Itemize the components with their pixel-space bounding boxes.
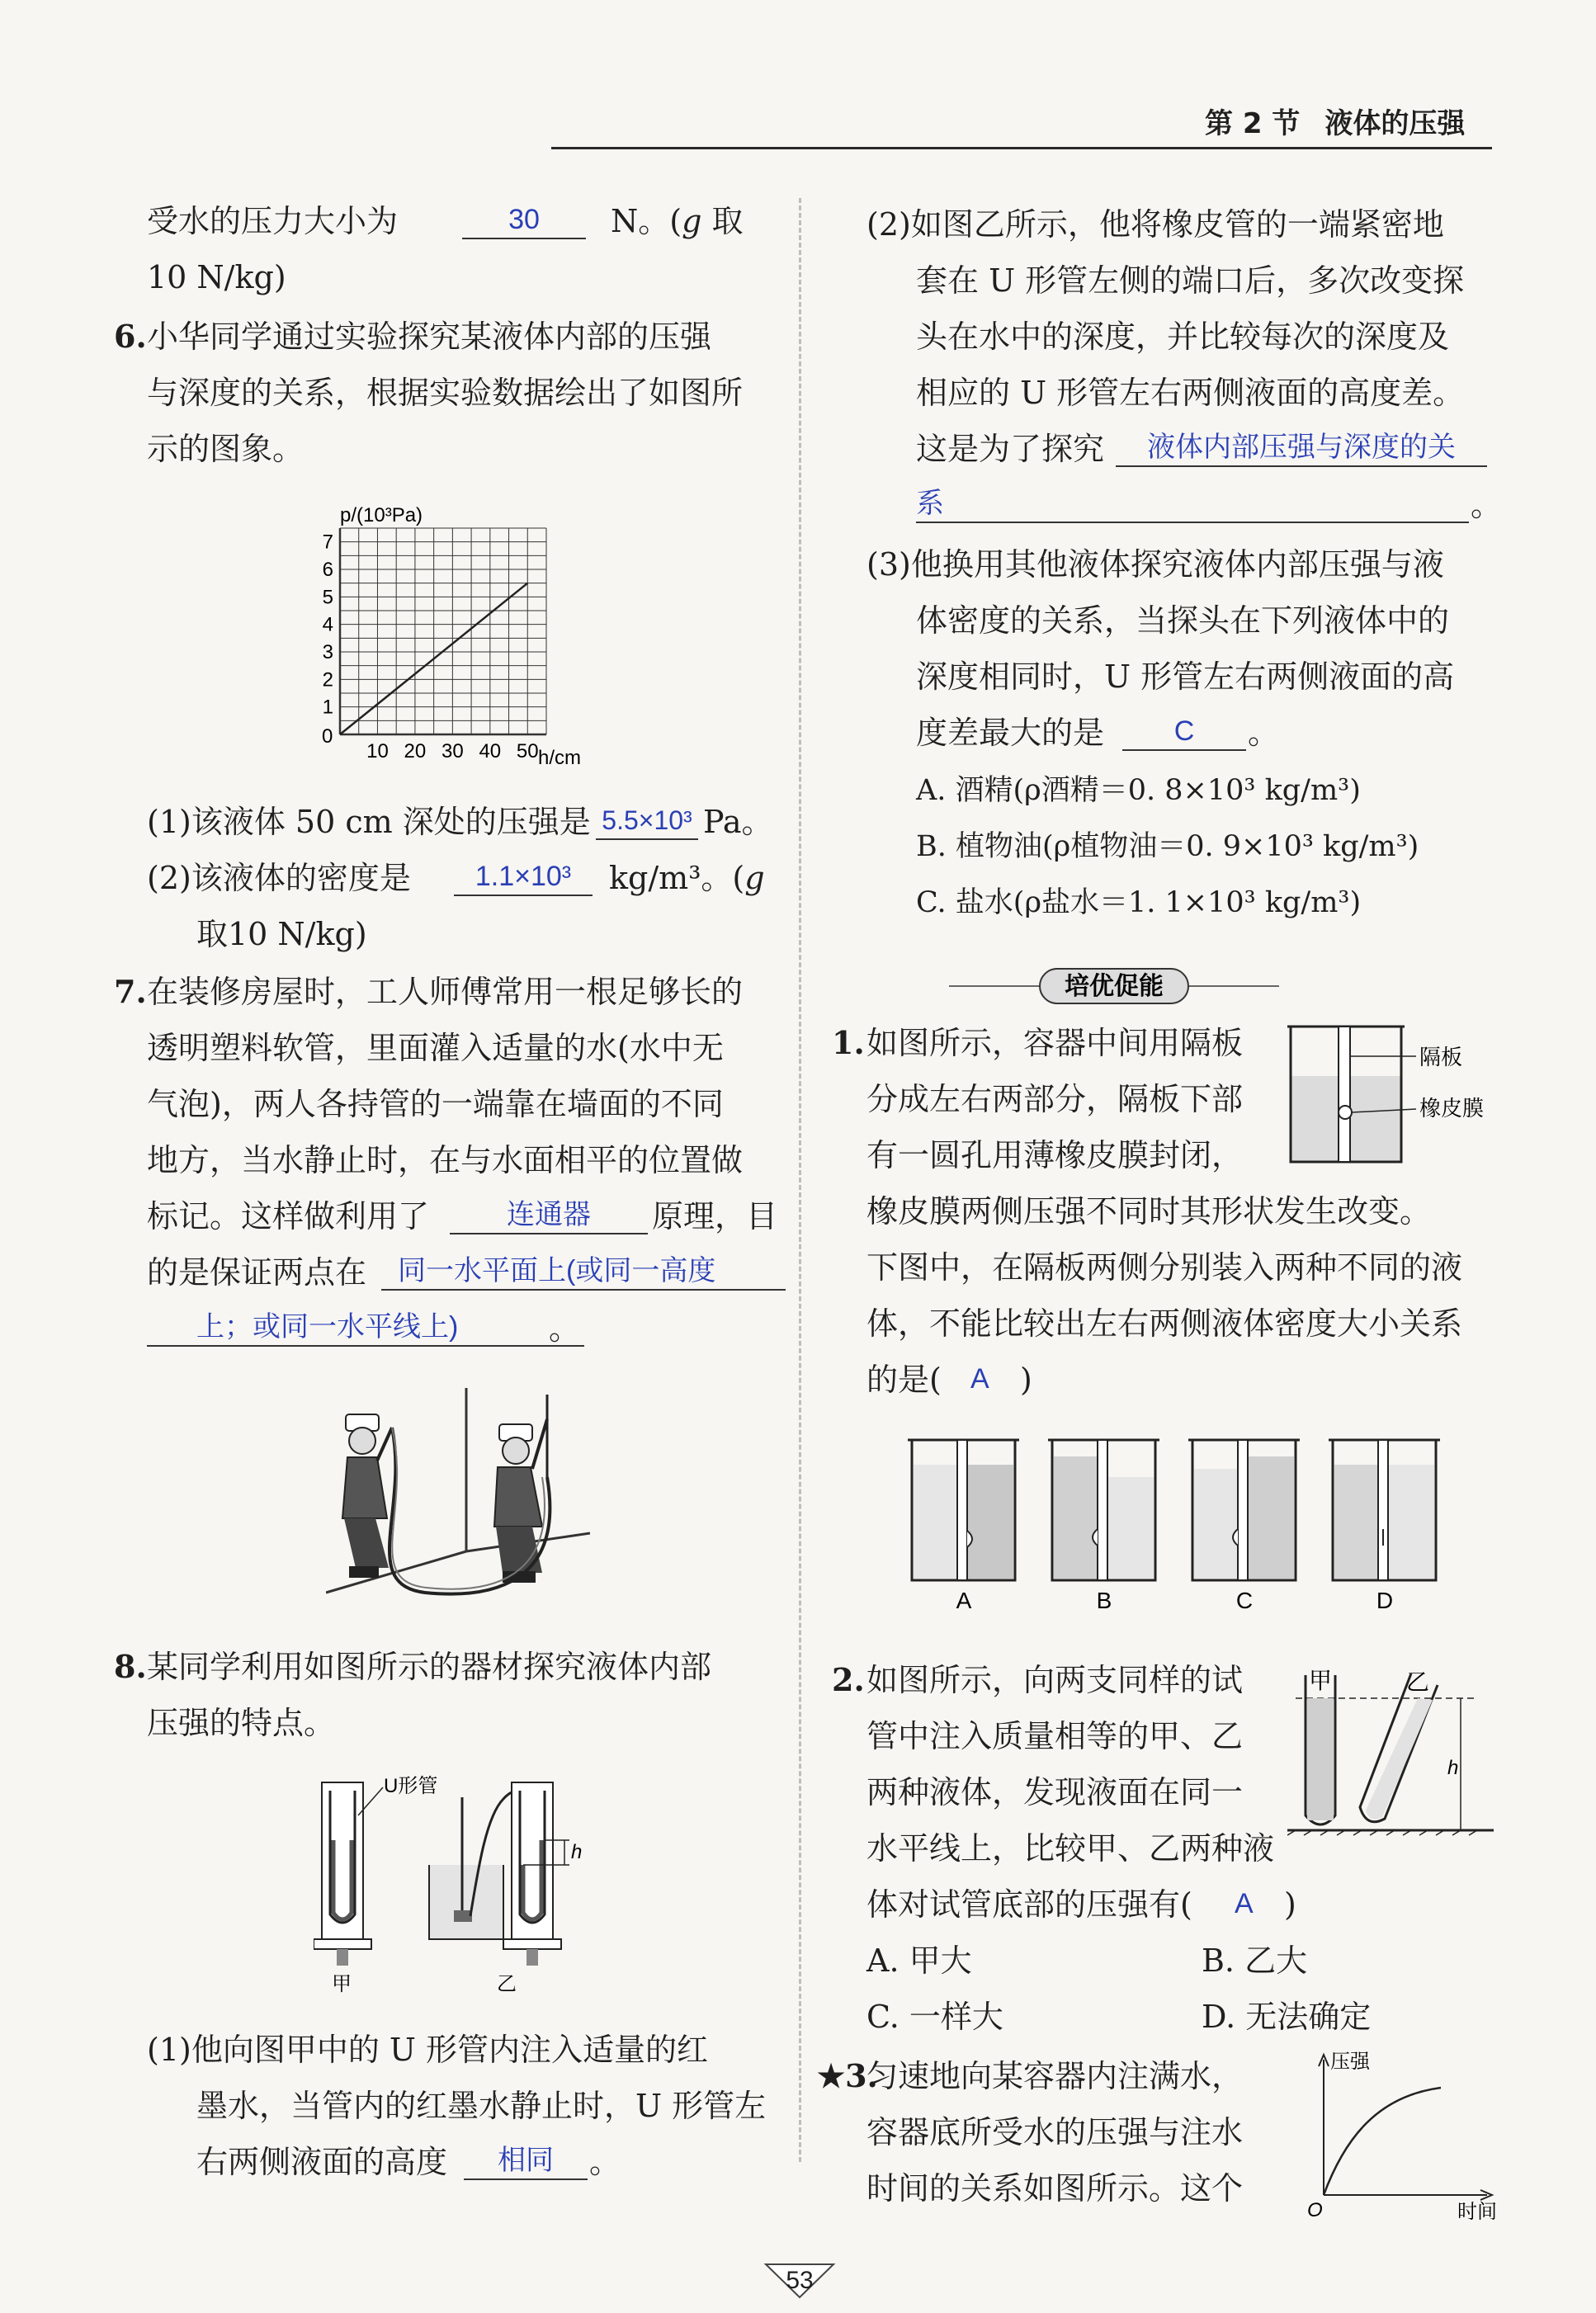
q7-line4: 地方，当水静止时，在与水面相平的位置做 [147, 1142, 744, 1178]
p3-number: ★3. [817, 2057, 878, 2094]
header-rule [551, 147, 1492, 149]
tube-yi-label: 乙 [1406, 1669, 1430, 1695]
section-number: 第 2 节 [1205, 107, 1301, 140]
fig-jia-label: 甲 [332, 1973, 352, 1995]
tube-h-label: h [1447, 1757, 1459, 1779]
p1-line3: 有一圆孔用薄橡皮膜封闭， [866, 1137, 1244, 1173]
p1-line7a: 的是( [866, 1362, 942, 1398]
graph-origin-label: O [1307, 2199, 1323, 2220]
p2-option-b: B. 乙大 [1202, 1942, 1308, 1979]
q7-line5a: 标记。这样做利用了 [147, 1198, 430, 1234]
choice-c-label: C [1235, 1588, 1254, 1613]
chart-y-tick: 2 [322, 668, 333, 692]
p1-line1: 如图所示，容器中间用隔板 [866, 1025, 1244, 1061]
q5-answer: 30 [462, 201, 586, 239]
q6-sub2-line2: 取10 N/kg) [196, 916, 367, 952]
membrane-label: 橡皮膜 [1419, 1096, 1485, 1121]
workers-hose-figure [326, 1386, 590, 1601]
chart-x-tick: 10 [366, 740, 389, 762]
q8-line2: 压强的特点。 [147, 1705, 336, 1741]
q6-number: 6. [114, 318, 147, 355]
q5-line1-end: N。(g 取 [611, 203, 744, 239]
q8-sub2-line2: 套在 U 形管左侧的端口后，多次改变探 [916, 262, 1465, 299]
chart-x-tick: 40 [479, 740, 502, 762]
chart-y-tick: 4 [322, 613, 333, 636]
q7-line6a: 的是保证两点在 [147, 1254, 367, 1291]
p2-option-c: C. 一样大 [866, 1999, 1003, 2035]
p1-number: 1. [832, 1024, 865, 1061]
q8-sub2-line5a: 这是为了探究 [916, 431, 1105, 467]
q5-line1: 受水的压力大小为 [147, 203, 399, 239]
choice-b-label: B [1096, 1588, 1112, 1613]
chart-y-tick: 1 [322, 696, 333, 719]
q8-sub1-end: 。 [589, 2144, 621, 2180]
banner-text: 培优促能 [1065, 973, 1164, 1000]
chart-y-tick: 6 [322, 559, 333, 581]
p2-line5a: 体对试管底部的压强有( [866, 1886, 1192, 1923]
q8-sub1-line1: (1)他向图甲中的 U 形管内注入适量的红 [147, 2032, 709, 2068]
q6-line3: 示的图象。 [147, 431, 305, 467]
p2-option-d: D. 无法确定 [1202, 1999, 1372, 2035]
p2-line5b: ) [1284, 1886, 1296, 1923]
q7-answer2a: 同一水平面上(或同一高度 [381, 1253, 786, 1291]
choice-c-container [1188, 1440, 1300, 1613]
pressure-depth-chart [305, 495, 619, 776]
choice-b-container [1048, 1440, 1159, 1613]
q7-line3: 气泡)，两人各持管的一端靠在墙面的不同 [147, 1086, 724, 1122]
chart-y-tick: 3 [322, 641, 333, 663]
p2-line1: 如图所示，向两支同样的试 [866, 1662, 1244, 1698]
chart-x-label: h/cm [538, 747, 582, 769]
q8-sub3-line2: 体密度的关系，当探头在下列液体中的 [916, 602, 1450, 639]
p1-line2: 分成左右两部分，隔板下部 [866, 1081, 1244, 1117]
graph-x-label: 时间 [1457, 2201, 1497, 2220]
chart-origin-label: 0 [322, 725, 333, 748]
q8-option-a: A. 酒精(ρ酒精＝0. 8×10³ kg/m³) [916, 774, 1361, 807]
q8-option-b: B. 植物油(ρ植物油＝0. 9×10³ kg/m³) [916, 830, 1419, 863]
test-tubes-figure [1287, 1659, 1502, 1848]
choice-a-label: A [956, 1588, 972, 1613]
q6-line1: 小华同学通过实验探究某液体内部的压强 [147, 319, 712, 355]
p1-line5: 下图中，在隔板两侧分别装入两种不同的液 [866, 1249, 1463, 1286]
chart-x-tick: 30 [441, 740, 464, 762]
q7-number: 7. [114, 973, 147, 1010]
q5-line2: 10 N/kg) [147, 259, 286, 295]
u-tube-label: U形管 [384, 1775, 438, 1797]
column-divider [799, 198, 801, 2162]
q8-sub3-line4a: 度差最大的是 [916, 715, 1105, 751]
chart-x-tick: 50 [516, 740, 539, 762]
q8-sub3-line1: (3)他换用其他液体探究液体内部压强与液 [866, 546, 1444, 583]
p2-option-a: A. 甲大 [866, 1942, 972, 1979]
q8-sub2-end: 。 [1471, 487, 1503, 523]
p1-line6: 体，不能比较出左右两侧液体密度大小关系 [866, 1305, 1463, 1342]
fig-h-label: h [571, 1841, 583, 1863]
q6-sub1-answer: 5.5×10³ [596, 802, 698, 840]
choice-d-container [1329, 1440, 1440, 1613]
q7-line1: 在装修房屋时，工人师傅常用一根足够长的 [147, 974, 744, 1010]
page-header [1205, 101, 1490, 141]
p3-line1: 匀速地向某容器内注满水， [866, 2058, 1244, 2094]
q6-sub1: (1)该液体 50 cm 深处的压强是 [147, 804, 591, 840]
p1-answer: A [970, 1363, 989, 1395]
q7-line2: 透明塑料软管，里面灌入适量的水(水中无 [147, 1030, 724, 1066]
p3-line3: 时间的关系如图所示。这个 [866, 2170, 1244, 2207]
q7-answer1: 连通器 [450, 1197, 648, 1234]
p2-line2: 管中注入质量相等的甲、乙 [866, 1718, 1244, 1754]
p1-line7b: ) [1020, 1362, 1032, 1398]
section-banner [949, 965, 1279, 1007]
q6-sub2: (2)该液体的密度是 [147, 860, 411, 896]
q7-line5b: 原理，目 [652, 1198, 778, 1234]
p2-answer: A [1235, 1888, 1254, 1919]
p2-number: 2. [832, 1661, 865, 1698]
section-title: 液体的压强 [1324, 107, 1466, 140]
q8-sub3-end: 。 [1248, 715, 1280, 751]
u-tube-figure [314, 1766, 611, 1997]
page-number: 53 [763, 2263, 837, 2299]
q8-number: 8. [114, 1648, 147, 1685]
chart-y-label: p/(10³Pa) [340, 504, 423, 526]
partition-label: 隔板 [1419, 1045, 1463, 1069]
q8-sub2-line4: 相应的 U 形管左右两侧液面的高度差。 [916, 375, 1465, 411]
pressure-time-graph [1296, 2046, 1510, 2220]
q8-sub1-answer: 相同 [464, 2142, 588, 2180]
p2-line3: 两种液体，发现液面在同一 [866, 1774, 1244, 1810]
fig-yi-label: 乙 [497, 1973, 517, 1995]
q8-sub2-answer-a: 液体内部压强与深度的关 [1116, 429, 1487, 467]
q8-sub1-line3a: 右两侧液面的高度 [196, 2144, 448, 2180]
partition-container-figure [1287, 1023, 1502, 1172]
q6-sub2-answer: 1.1×10³ [454, 858, 593, 896]
p1-line4: 橡皮膜两侧压强不同时其形状发生改变。 [866, 1193, 1432, 1230]
q8-sub2-line1: (2)如图乙所示，他将橡皮管的一端紧密地 [866, 206, 1444, 243]
tube-jia-label: 甲 [1309, 1668, 1333, 1693]
chart-y-tick: 5 [322, 586, 333, 609]
p1-choices-figure [908, 1432, 1502, 1613]
chart-x-tick: 20 [404, 740, 427, 762]
q8-sub2-line3: 头在水中的深度，并比较每次的深度及 [916, 319, 1450, 355]
q6-sub2-unit: kg/m³。(g [609, 860, 765, 896]
q8-sub2-answer-b: 系 [916, 485, 1469, 523]
q8-line1: 某同学利用如图所示的器材探究液体内部 [147, 1649, 712, 1685]
p3-line2: 容器底所受水的压强与注水 [866, 2114, 1244, 2150]
choice-a-container [908, 1440, 1019, 1613]
q7-end: 。 [549, 1310, 581, 1347]
graph-y-label: 压强 [1330, 2051, 1370, 2073]
q6-line2: 与深度的关系，根据实验数据绘出了如图所 [147, 375, 744, 411]
q8-option-c: C. 盐水(ρ盐水＝1. 1×10³ kg/m³) [916, 886, 1362, 919]
q6-sub1-unit: Pa。 [703, 804, 773, 840]
choice-d-label: D [1376, 1588, 1394, 1613]
p2-line4: 水平线上，比较甲、乙两种液 [866, 1830, 1275, 1867]
q8-sub1-line2: 墨水，当管内的红墨水静止时，U 形管左 [196, 2088, 767, 2124]
q8-sub3-line3: 深度相同时，U 形管左右两侧液面的高 [916, 658, 1455, 695]
q7-answer2b: 上；或同一水平线上) [147, 1309, 584, 1347]
q8-sub3-answer: C [1122, 713, 1246, 751]
chart-y-tick: 7 [322, 531, 333, 554]
